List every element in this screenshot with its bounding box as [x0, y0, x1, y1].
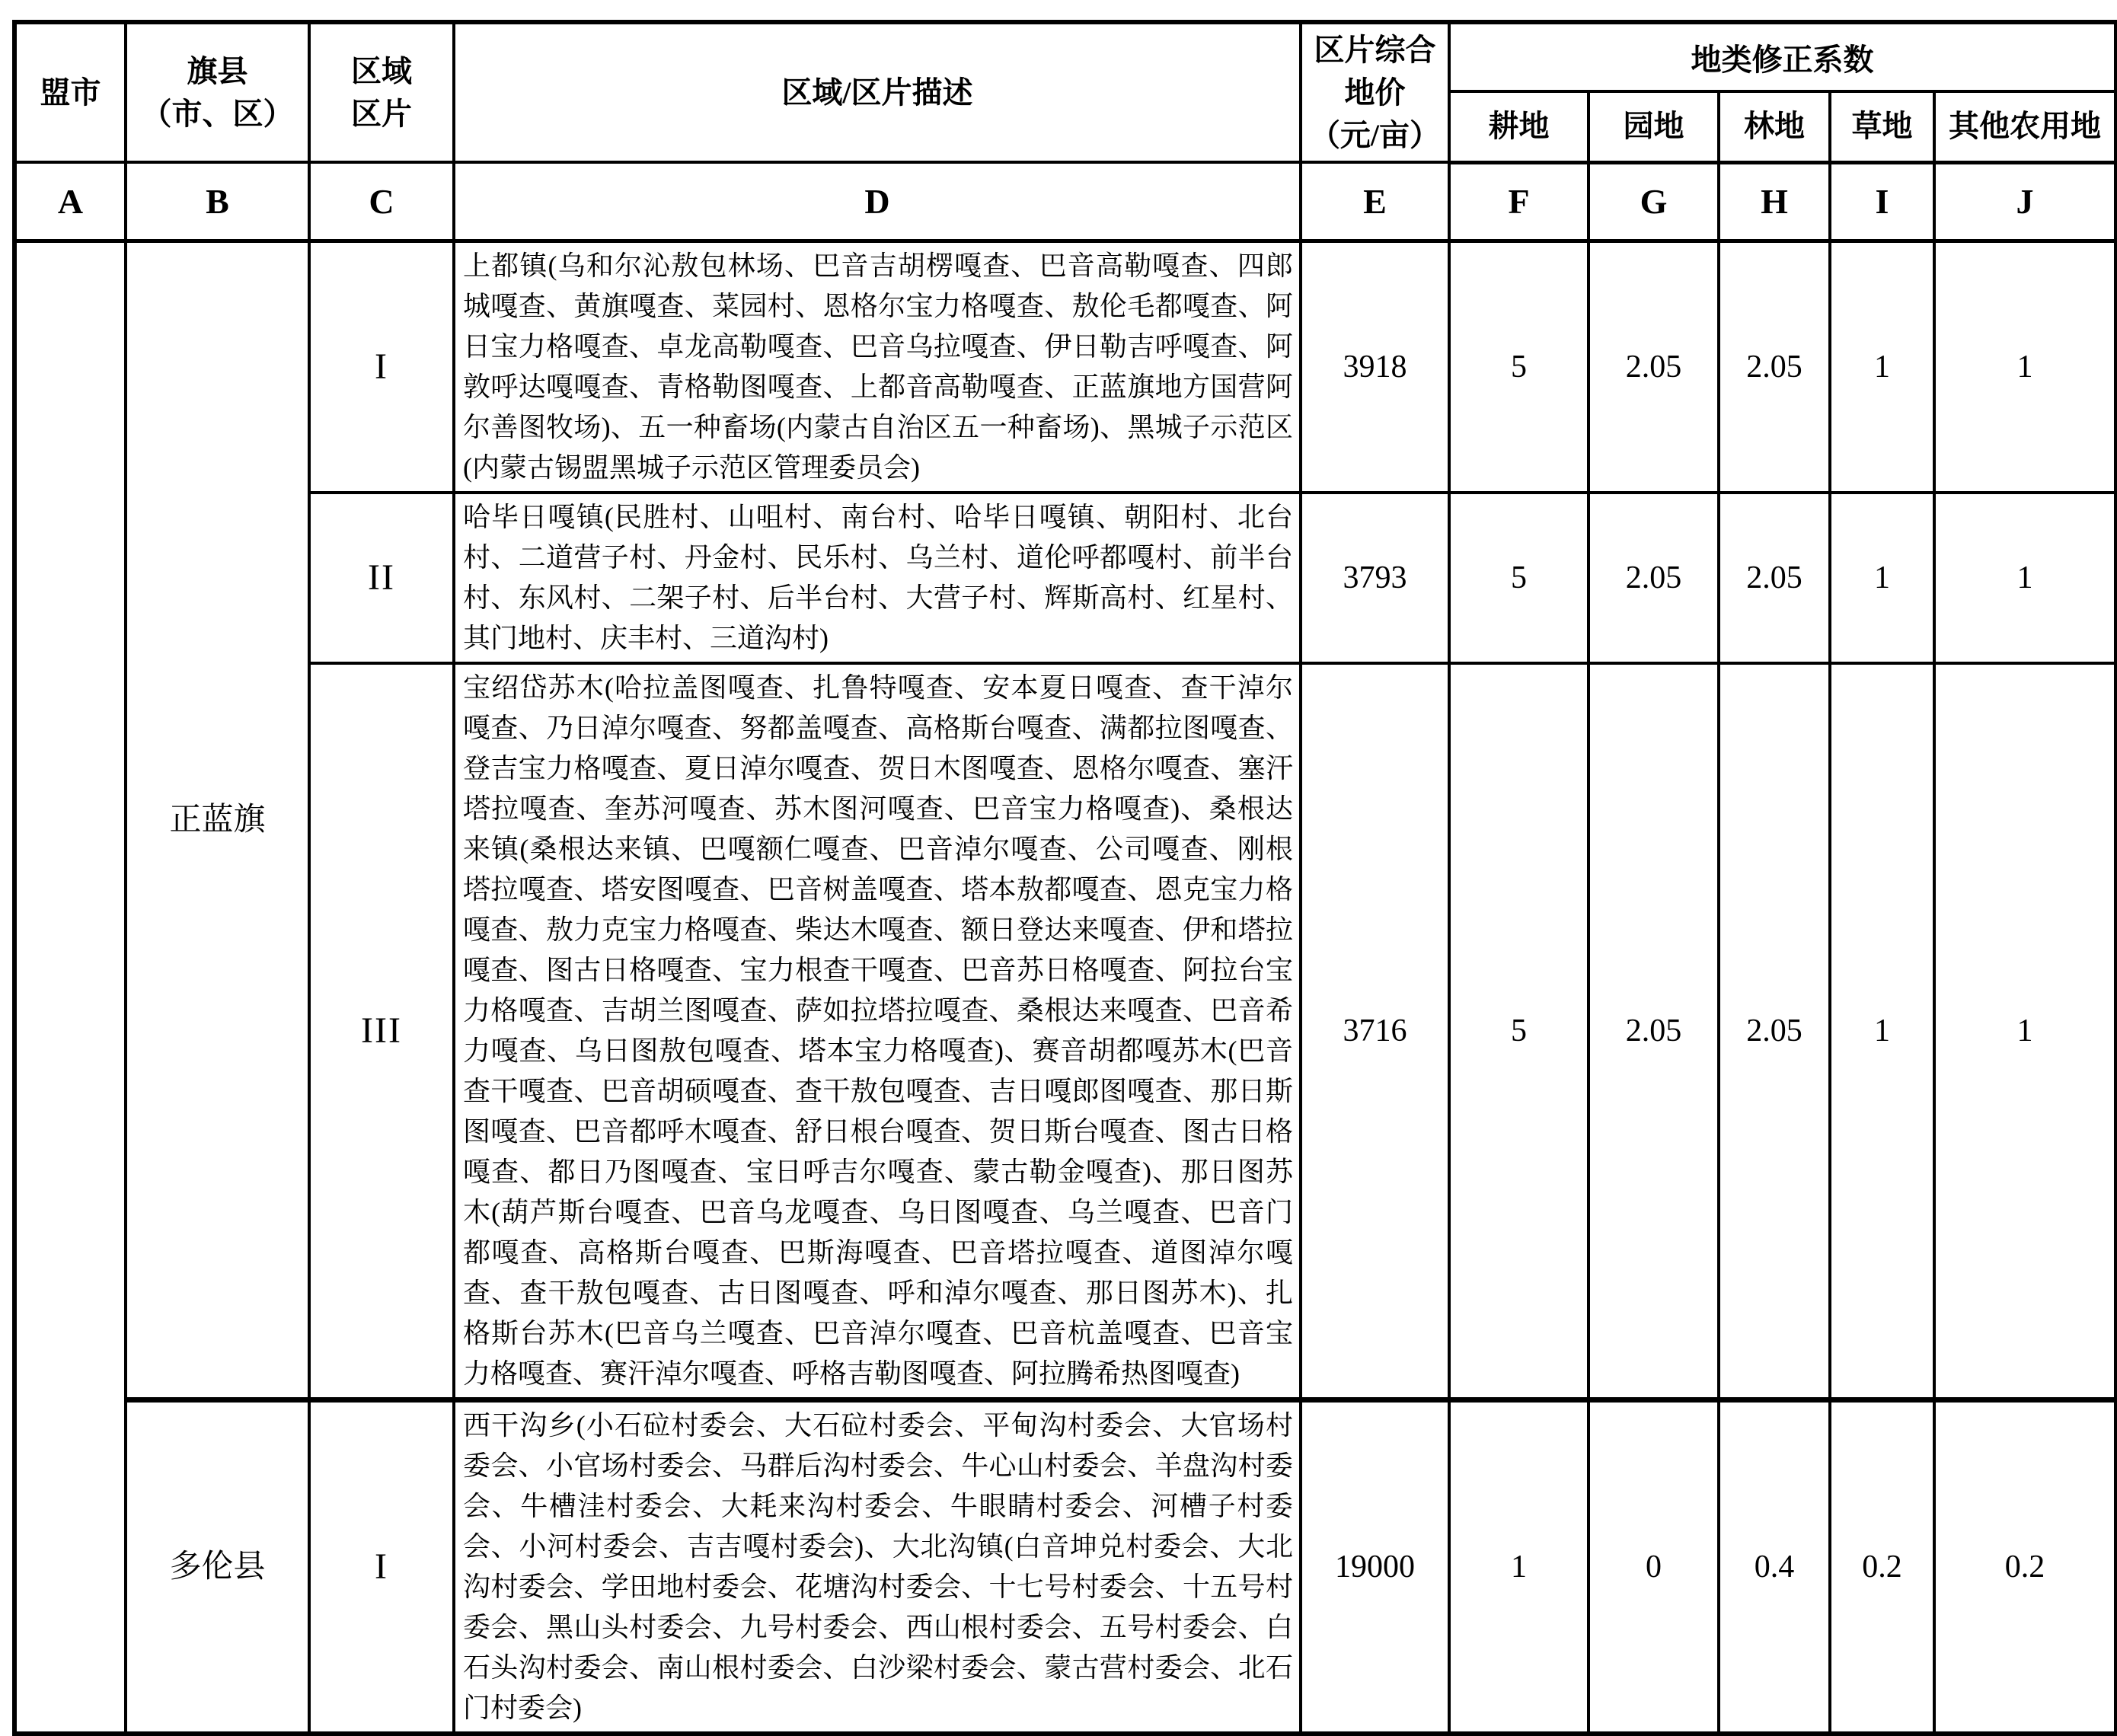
description-cell: 上都镇(乌和尔沁敖包林场、巴音吉胡楞嘎查、巴音高勒嘎查、四郎城嘎查、黄旗嘎查、菜园村、恩格尔宝力格嘎查、敖伦毛都嘎查、阿日宝力格嘎查、卓龙高勒嘎查、巴音乌拉嘎查、伊日勒吉呼嘎查、阿敦呼达嘎嘎查、青格勒图嘎查、上都音高勒嘎查、正蓝旗地方国营阿尔善图牧场)、五一种畜场(内蒙古自治区五一种畜场)、黑城子示范区(内蒙古锡盟黑城子示范区管理委员会) [454, 241, 1301, 493]
header-price-line2: 地价 [1344, 75, 1406, 110]
table-row [14, 241, 2116, 493]
header-price-line1: 区片综合 [1314, 32, 1436, 67]
county-cell-zhenglanqi: 正蓝旗 [126, 241, 309, 1399]
factor-other-cell: 1 [1934, 663, 2116, 1400]
description-cell: 西干沟乡(小石砬村委会、大石砬村委会、平甸沟村委会、大官场村委会、小官场村委会、马群后沟村委会、牛心山村委会、羊盘沟村委会、牛槽洼村委会、大耗来沟村委会、牛眼睛村委会、河槽子村委会、小河村委会、吉吉嘎村委会)、大北沟镇(白音坤兑村委会、大北沟村委会、学田地村委会、花塘沟村委会、十七号村委会、十五号村委会、黑山头村委会、九号村委会、西山根村委会、五号村委会、白石头沟村委会、南山根村委会、白沙梁村委会、蒙古营村委会、北石门村委会) [454, 1399, 1301, 1734]
zone-cell: I [309, 1399, 454, 1734]
factor-forest-cell: 2.05 [1719, 241, 1830, 493]
factor-forest-cell: 2.05 [1719, 493, 1830, 663]
column-letter-j: J [1934, 162, 2116, 241]
factor-garden-cell: 2.05 [1589, 663, 1719, 1400]
header-zone-line1: 区域 [351, 53, 412, 88]
factor-garden-cell: 2.05 [1589, 241, 1719, 493]
zone-cell: III [309, 663, 454, 1400]
header-banner-county-line1: 旗县 [187, 53, 248, 88]
header-banner-county [126, 22, 309, 162]
header-factor-grass: 草地 [1830, 91, 1934, 162]
factor-farmland-cell: 5 [1449, 493, 1589, 663]
column-letter-f: F [1449, 162, 1589, 241]
table-row [14, 1399, 2116, 1734]
table-row [14, 663, 2116, 1400]
factor-forest-cell: 2.05 [1719, 663, 1830, 1400]
column-letter-e: E [1301, 162, 1449, 241]
price-cell: 19000 [1301, 1399, 1449, 1734]
factor-farmland-cell: 5 [1449, 241, 1589, 493]
header-factor-garden: 园地 [1589, 91, 1719, 162]
column-letter-b: B [126, 162, 309, 241]
factor-farmland-cell: 5 [1449, 663, 1589, 1400]
header-zone-line2: 区片 [351, 96, 412, 131]
header-factor-group: 地类修正系数 [1449, 22, 2116, 91]
factor-forest-cell: 0.4 [1719, 1399, 1830, 1734]
header-zone [309, 22, 454, 162]
price-cell: 3918 [1301, 241, 1449, 493]
factor-other-cell: 1 [1934, 493, 2116, 663]
factor-grass-cell: 1 [1830, 663, 1934, 1400]
header-price [1301, 22, 1449, 162]
header-factor-forest: 林地 [1719, 91, 1830, 162]
header-description: 区域/区片描述 [454, 22, 1301, 162]
county-cell-duolunxian: 多伦县 [126, 1399, 309, 1734]
column-letter-c: C [309, 162, 454, 241]
factor-garden-cell: 2.05 [1589, 493, 1719, 663]
description-cell: 哈毕日嘎镇(民胜村、山咀村、南台村、哈毕日嘎镇、朝阳村、北台村、二道营子村、丹金村、民乐村、乌兰村、道伦呼都嘎村、前半台村、东风村、二架子村、后半台村、大营子村、辉斯高村、红星村、其门地村、庆丰村、三道沟村) [454, 493, 1301, 663]
zone-cell: II [309, 493, 454, 663]
factor-other-cell: 1 [1934, 241, 2116, 493]
zone-cell: I [309, 241, 454, 493]
factor-other-cell: 0.2 [1934, 1399, 2116, 1734]
price-cell: 3793 [1301, 493, 1449, 663]
price-cell: 3716 [1301, 663, 1449, 1400]
land-price-table [12, 20, 2117, 1736]
header-factor-other: 其他农用地 [1934, 91, 2116, 162]
header-banner-county-line2: （市、区） [141, 96, 294, 131]
column-letter-g: G [1589, 162, 1719, 241]
table-row [14, 493, 2116, 663]
column-letter-d: D [454, 162, 1301, 241]
header-league-city: 盟市 [14, 22, 126, 162]
factor-grass-cell: 0.2 [1830, 1399, 1934, 1734]
column-letter-h: H [1719, 162, 1830, 241]
header-price-line3: （元/亩） [1309, 117, 1441, 152]
description-cell: 宝绍岱苏木(哈拉盖图嘎查、扎鲁特嘎查、安本夏日嘎查、查干淖尔嘎查、乃日淖尔嘎查、努都盖嘎查、高格斯台嘎查、满都拉图嘎查、登吉宝力格嘎查、夏日淖尔嘎查、贺日木图嘎查、恩格尔嘎查、塞汗塔拉嘎查、奎苏河嘎查、苏木图河嘎查、巴音宝力格嘎查)、桑根达来镇(桑根达来镇、巴嘎额仁嘎查、巴音淖尔嘎查、公司嘎查、刚根塔拉嘎查、塔安图嘎查、巴音树盖嘎查、塔本敖都嘎查、恩克宝力格嘎查、敖力克宝力格嘎查、柴达木嘎查、额日登达来嘎查、伊和塔拉嘎查、图古日格嘎查、宝力根查干嘎查、巴音苏日格嘎查、阿拉台宝力格嘎查、吉胡兰图嘎查、萨如拉塔拉嘎查、桑根达来嘎查、巴音希力嘎查、乌日图敖包嘎查、塔本宝力格嘎查)、赛音胡都嘎苏木(巴音查干嘎查、巴音胡硕嘎查、查干敖包嘎查、吉日嘎郎图嘎查、那日斯图嘎查、巴音都呼木嘎查、舒日根台嘎查、贺日斯台嘎查、图古日格嘎查、都日乃图嘎查、宝日呼吉尔嘎查、蒙古勒金嘎查)、那日图苏木(葫芦斯台嘎查、巴音乌龙嘎查、乌日图嘎查、乌兰嘎查、巴音门都嘎查、高格斯台嘎查、巴斯海嘎查、巴音塔拉嘎查、道图淖尔嘎查、查干敖包嘎查、古日图嘎查、呼和淖尔嘎查、那日图苏木)、扎格斯台苏木(巴音乌兰嘎查、巴音淖尔嘎查、巴音杭盖嘎查、巴音宝力格嘎查、赛汗淖尔嘎查、呼格吉勒图嘎查、阿拉腾希热图嘎查) [454, 663, 1301, 1400]
column-letter-i: I [1830, 162, 1934, 241]
factor-garden-cell: 0 [1589, 1399, 1719, 1734]
factor-grass-cell: 1 [1830, 241, 1934, 493]
column-letter-a: A [14, 162, 126, 241]
header-factor-farmland: 耕地 [1449, 91, 1589, 162]
factor-farmland-cell: 1 [1449, 1399, 1589, 1734]
factor-grass-cell: 1 [1830, 493, 1934, 663]
league-city-cell [14, 241, 126, 1734]
